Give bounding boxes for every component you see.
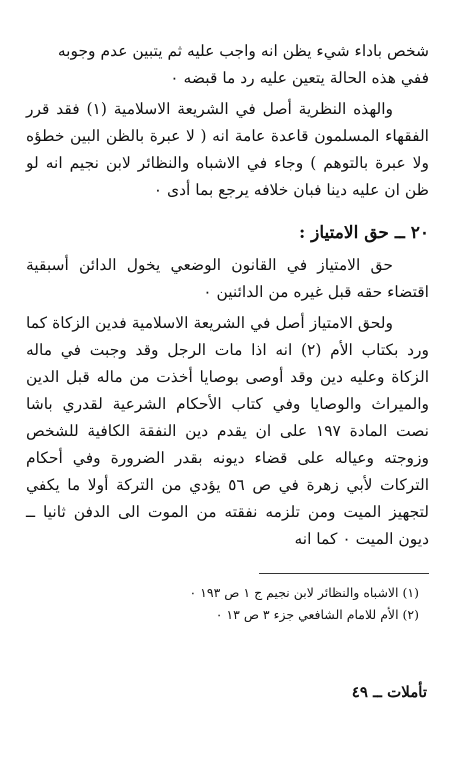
- paragraph-continuation-line-1: شخص باداء شيء يظن انه واجب عليه ثم يتبين عدم وجوبه: [57, 42, 429, 60]
- footnote-separator: [26, 563, 429, 582]
- paragraph-sharia-basis: والهذه النظرية أصل في الشريعة الاسلامية (١) فقد قرر الفقهاء المسلمون قاعدة عامة انه ( لا عبرة بالظن البين خطؤه ولا عبرة بالتوهم ) وجاء في الاشباه والنظائر لابن نجيم انه لو ظن ان عليه دينا فبان خلافه يرجع بما أدى ٠: [26, 100, 429, 199]
- paragraph-privilege-sharia: ولحق الامتياز أصل في الشريعة الاسلامية فدين الزكاة كما ورد بكتاب الأم (٢) انه اذا مات الرجل وقد وجبت في ماله الزكاة وعليه دين وقد أوصى بوصايا أخذت من ماله قبل الدين والميراث والوصايا وفي كتاب الأحكام الشرعية لقدري باشا نصت المادة ١٩٧ على ان يقدم دين النفقة الكافية للشخص وزوجته وعياله على قضاء ديونه بقدر الضرورة وفي أحكام التركات لأبي زهرة في ص ٥٦ يؤدي من التركة أولا ما يكفي لتجهيز الميت ومن تلزمه نفقته من الموت الى الدفن ثانيا ــ ديون الميت ٠ كما انه: [26, 314, 429, 548]
- footnote-1: (١) الاشباه والنظائر لابن نجيم ج ١ ص ١٩٣ ٠: [189, 585, 419, 600]
- footnote-2: (٢) الأم للامام الشافعي جزء ٣ ص ١٣ ٠: [215, 607, 419, 622]
- page-footer-label: تأملات ــ ٤٩: [351, 683, 427, 701]
- paragraph-continuation-line-2: ففي هذه الحالة يتعين عليه رد ما قبضه ٠: [170, 69, 429, 87]
- section-heading-privilege-right: ٢٠ ــ حق الامتياز :: [298, 223, 429, 243]
- footnote-rule-line: [259, 573, 429, 574]
- paragraph-privilege-definition: حق الامتياز في القانون الوضعي يخول الدائن أسبقية اقتضاء حقه قبل غيره من الدائنين ٠: [26, 256, 429, 301]
